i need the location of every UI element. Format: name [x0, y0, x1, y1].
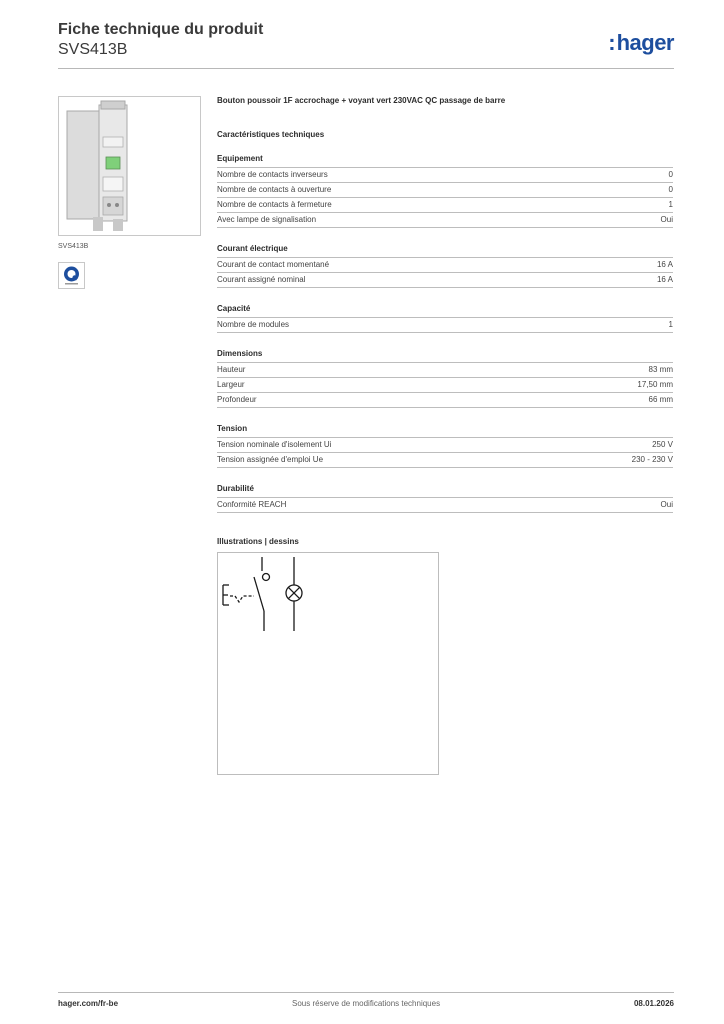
quality-badge-icon — [59, 263, 84, 288]
illustrations-title: Illustrations | dessins — [217, 537, 299, 546]
spec-row — [217, 318, 673, 333]
spec-label: Nombre de contacts inverseurs — [217, 170, 328, 179]
main-content — [217, 96, 673, 775]
section-dimensions — [217, 349, 673, 408]
document-title: Fiche technique du produit — [58, 21, 264, 38]
section-equipement — [217, 154, 673, 228]
spec-value: 250 V — [652, 440, 673, 449]
section-title: Durabilité — [217, 484, 673, 498]
section-durabilite — [217, 484, 673, 513]
spec-value: Oui — [660, 215, 673, 224]
footer-date: 08.01.2026 — [633, 999, 674, 1008]
wiring-diagram — [217, 552, 439, 775]
spec-row — [217, 363, 673, 378]
spec-label: Courant assigné nominal — [217, 275, 306, 284]
product-image-icon — [59, 97, 200, 235]
header-divider — [58, 68, 674, 69]
spec-label: Nombre de contacts à ouverture — [217, 185, 332, 194]
spec-row — [217, 453, 673, 468]
spec-label: Courant de contact momentané — [217, 260, 330, 269]
page-header — [58, 20, 674, 68]
section-tension — [217, 424, 673, 468]
footer-website[interactable]: hager.com/fr-be — [58, 999, 119, 1008]
spec-value: 230 - 230 V — [631, 455, 673, 464]
spec-label: Tension nominale d'isolement Ui — [217, 440, 332, 449]
hager-logo: :hager — [608, 30, 674, 55]
spec-row — [217, 168, 673, 183]
spec-value: Oui — [660, 500, 673, 509]
spec-label: Tension assignée d'emploi Ue — [217, 455, 324, 464]
photo-caption: SVS413B — [58, 243, 89, 250]
spec-row — [217, 273, 673, 288]
spec-row — [217, 438, 673, 453]
spec-label: Hauteur — [217, 365, 246, 374]
section-title: Equipement — [217, 154, 673, 168]
product-reference: SVS413B — [58, 41, 128, 58]
section-title: Dimensions — [217, 349, 673, 363]
spec-value: 17,50 mm — [637, 380, 673, 389]
spec-row — [217, 393, 673, 408]
product-description: Bouton poussoir 1F accrochage + voyant vert 230VAC QC passage de barre — [217, 96, 506, 105]
spec-label: Conformité REACH — [217, 500, 287, 509]
characteristics-title: Caractéristiques techniques — [217, 130, 325, 139]
spec-value: 16 A — [656, 260, 673, 269]
spec-row — [217, 258, 673, 273]
spec-value: 66 mm — [648, 395, 673, 404]
spec-label: Profondeur — [217, 395, 257, 404]
spec-value: 83 mm — [648, 365, 673, 374]
section-title: Tension — [217, 424, 673, 438]
logo-text: hager — [616, 30, 674, 55]
spec-label: Nombre de modules — [217, 320, 290, 329]
spec-label: Avec lampe de signalisation — [217, 215, 317, 224]
quality-badge — [58, 262, 85, 289]
section-courant — [217, 244, 673, 288]
spec-row — [217, 198, 673, 213]
product-photo — [58, 96, 201, 236]
spec-row — [217, 498, 673, 513]
spec-value: 16 A — [656, 275, 673, 284]
spec-value: 1 — [668, 200, 673, 209]
spec-value: 0 — [668, 170, 673, 179]
spec-row — [217, 213, 673, 228]
spec-label: Nombre de contacts à fermeture — [217, 200, 332, 209]
spec-label: Largeur — [217, 380, 245, 389]
section-title: Capacité — [217, 304, 673, 318]
section-capacite — [217, 304, 673, 333]
spec-value: 1 — [668, 320, 673, 329]
spec-row — [217, 183, 673, 198]
section-title: Courant électrique — [217, 244, 673, 258]
footer-notice: Sous réserve de modifications techniques — [292, 999, 441, 1008]
spec-value: 0 — [668, 185, 673, 194]
footer-divider — [58, 992, 674, 993]
pushbutton-lamp-symbol-icon — [218, 553, 438, 774]
spec-row — [217, 378, 673, 393]
